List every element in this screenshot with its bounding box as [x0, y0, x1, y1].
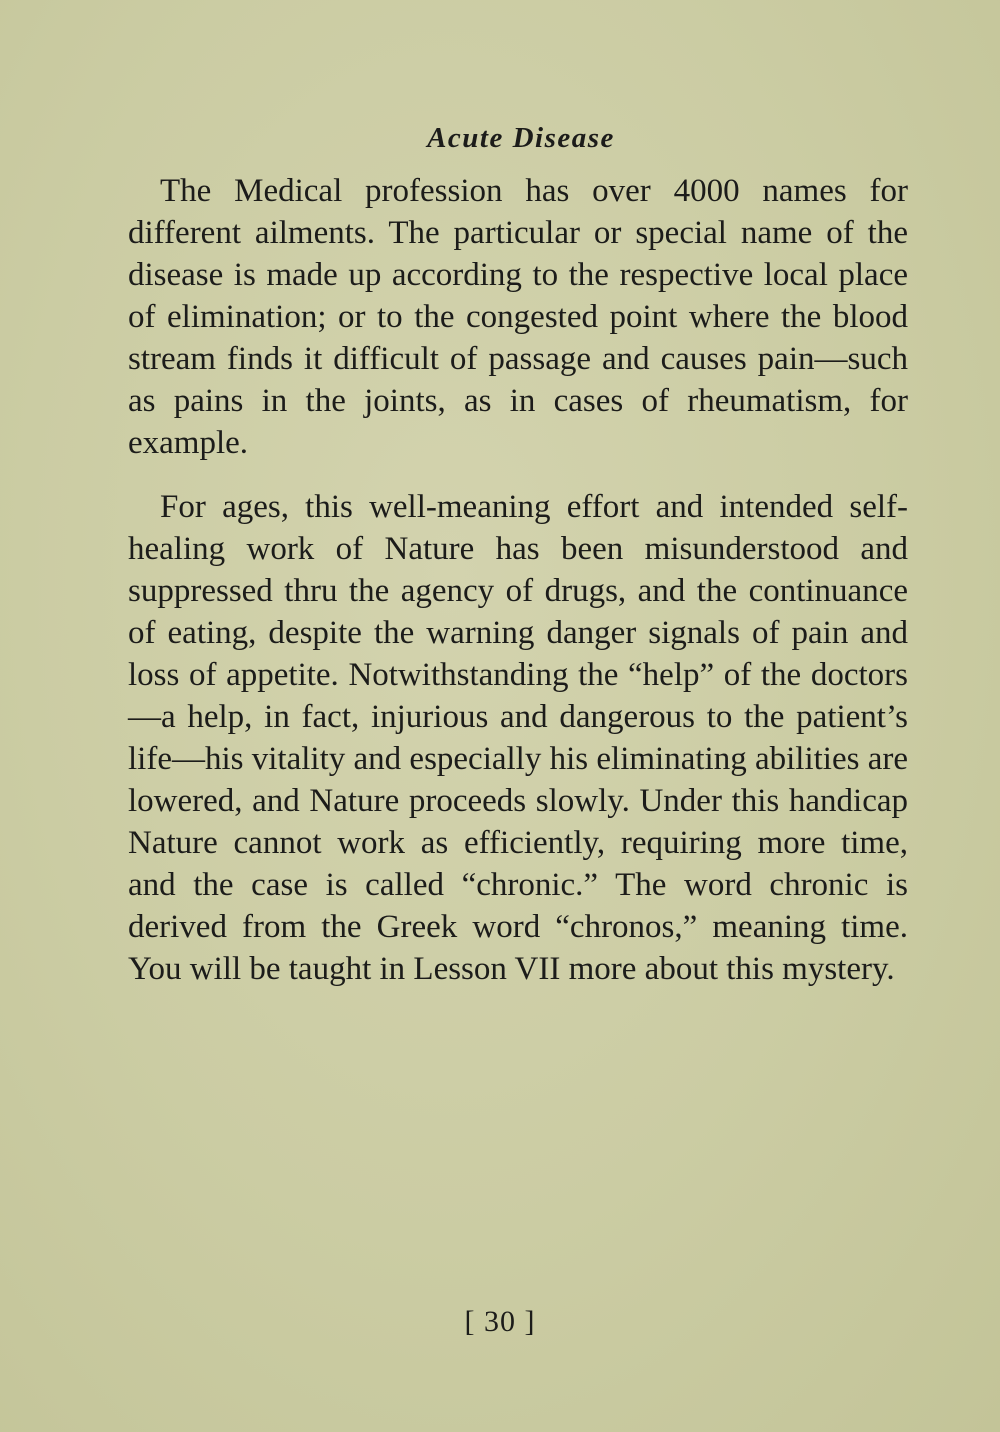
paragraph-2: For ages, this well-meaning effort and intended self-healing work of Nature has been misunderstood and suppressed thru the agency of drugs, and the continuance of eating, despite the warning danger signals of pain and loss of appetite. Notwithstanding the “help” of the doctors—a help, in fact, injurious and dangerous to the patient’s life—his vitality and especially his eliminating abilities are lowered, and Nature proceeds slowly. Under this handicap Nature cannot work as efficiently, requiring more time, and the case is called “chronic.” The word chronic is derived from the Greek word “chronos,” meaning time. You will be taught in Lesson VII more about this mystery.	[128, 489, 908, 987]
running-head: Acute Disease	[427, 122, 615, 154]
page-body	[128, 118, 908, 990]
paragraph-1: The Medical profession has over 4000 names for different ailments. The particular or special name of the disease is made up according to the respective local place of elimination; or to the congested point where the blood stream finds it difficult of passage and causes pain—such as pains in the joints, as in cases of rheumatism, for example.	[128, 173, 908, 461]
page-number: [ 30 ]	[464, 1305, 536, 1338]
